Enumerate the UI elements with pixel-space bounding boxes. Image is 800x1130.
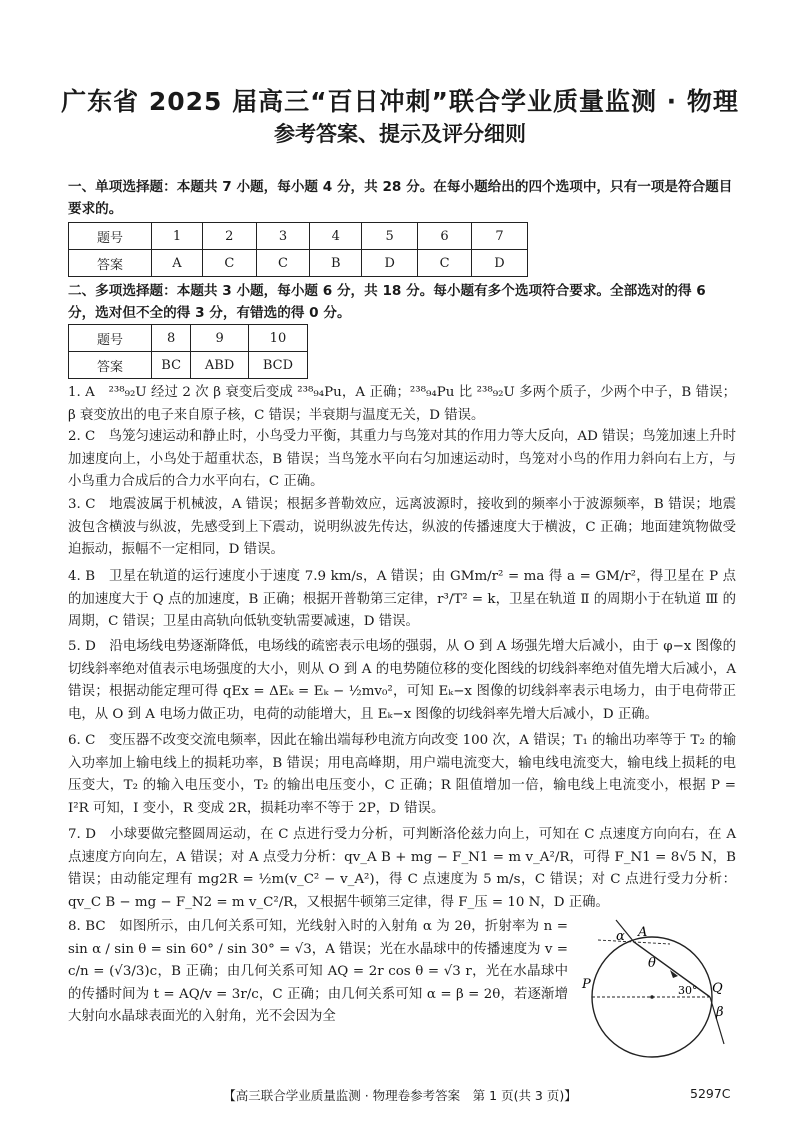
table-row — [69, 250, 528, 277]
center-dot — [650, 995, 654, 999]
table-row — [69, 352, 308, 379]
table-row — [69, 223, 528, 250]
section2-heading: 二、多项选择题：本题共 3 小题，每小题 6 分，共 18 分。每小题有多个选项符合要求。全部选对的得 6 分，选对但不全的得 3 分，有错选的得 0 分。 — [68, 283, 706, 321]
answer-table-single — [68, 222, 528, 277]
explanation-1: 1. A ²³⁸₉₂U 经过 2 次 β 衰变后变成 ²³⁸₉₄Pu，A 正确；²³⁸₉₄Pu 比 ²³⁸₉₂U 多两个质子，少两个中子，B 错误；β 衰变放出的电子来自原子核，C 错误；半衰期与温度无关，D 错误。 — [68, 385, 736, 423]
table-cell: 8 — [152, 325, 191, 352]
label-theta: θ — [648, 956, 656, 971]
refracted-ray — [634, 942, 710, 997]
table-cell: 5 — [362, 223, 418, 250]
label-alpha: α — [616, 929, 625, 944]
table-header-cell: 题号 — [69, 223, 152, 250]
answer-table-multiple — [68, 324, 308, 379]
table-cell: 3 — [256, 223, 310, 250]
table-cell: 10 — [248, 325, 307, 352]
page-footer: 【高三联合学业质量监测 · 物理卷参考答案 第 1 页(共 3 页)】 — [223, 1088, 577, 1103]
page-subtitle: 参考答案、提示及评分细则 — [274, 122, 526, 146]
paper-code: 5297C — [690, 1086, 731, 1101]
table-cell: BCD — [248, 352, 307, 379]
table-cell: BC — [152, 352, 191, 379]
table-cell: A — [152, 250, 203, 277]
table-cell: B — [310, 250, 362, 277]
section1-heading: 一、单项选择题：本题共 7 小题，每小题 4 分，共 28 分。在每小题给出的四个选项中，只有一项是符合题目要求的。 — [68, 179, 733, 217]
table-cell: 2 — [202, 223, 256, 250]
explanation-3: 3. C 地震波属于机械波，A 错误；根据多普勒效应，远离波源时，接收到的频率小于波源频率，B 错误；地震波包含横波与纵波，先感受到上下震动，说明纵波先传达，纵波的传播速度大于横波，C 正确；地面建筑物做受迫振动，振幅不一定相同，D 错误。 — [68, 497, 736, 558]
optics-figure — [578, 912, 738, 1062]
explanation-8: 8. BC 如图所示，由几何关系可知，光线射入时的入射角 α 为 2θ，折射率为 n = sin α / sin θ = sin 60° / sin 30° = √3，A 错误；光在水晶球中的传播速度为 v = c/n = (√3/3)c，B 正确；由几何关系可知 AQ = 2r cos θ = √3 r，光在水晶球中的传播时间为 t = AQ/v = 3r/c，C 正确；由几何关系可知 α = β = 2θ，若逐渐增大射向水晶球表面光的入射角，光不会因为全 — [68, 919, 568, 1025]
explanation-7: 7. D 小球要做完整圆周运动，在 C 点进行受力分析，可判断洛伦兹力向上，可知在 C 点速度方向向右，在 A 点速度方向向左，A 错误；对 A 点受力分析：qv_A B + mg − F_N1 = m v_A²/R，可得 F_N1 = 8√5 N，B 错误；由动能定理有 mg2R = ½m(v_C² − v_A²)，得 C 点速度为 5 m/s，C 错误；对 C 点进行受力分析：qv_C B − mg − F_N2 = m v_C²/R，又根据牛顿第三定律，得 F_压 = 10 N，D 正确。 — [68, 827, 736, 910]
table-header-cell: 答案 — [69, 250, 152, 277]
table-cell: 1 — [152, 223, 203, 250]
table-cell: C — [418, 250, 472, 277]
table-header-cell: 答案 — [69, 352, 152, 379]
explanation-5: 5. D 沿电场线电势逐渐降低，电场线的疏密表示电场的强弱，从 O 到 A 场强先增大后减小，由于 φ−x 图像的切线斜率绝对值表示电场强度的大小，则从 O 到 A 的电势随位移的变化图线的切线斜率绝对值先增大后减小，A 错误；根据动能定理可得 qEx = ΔEₖ = Eₖ − ½mv₀²，可知 Eₖ−x 图像的切线斜率表示电场力，由于电荷带正电，从 O 到 A 电场力做正功，电荷的动能增大，且 Eₖ−x 图像的切线斜率先增大后减小，D 正确。 — [68, 639, 736, 722]
label-P: P — [582, 977, 591, 992]
table-cell: 6 — [418, 223, 472, 250]
table-row — [69, 325, 308, 352]
table-cell: 9 — [191, 325, 249, 352]
table-cell: 7 — [471, 223, 527, 250]
table-cell: D — [471, 250, 527, 277]
table-header-cell: 题号 — [69, 325, 152, 352]
explanation-4: 4. B 卫星在轨道的运行速度小于速度 7.9 km/s，A 错误；由 GMm/r² = ma 得 a = GM/r²，得卫星在 P 点的加速度大于 Q 点的加速度，B 正确；根据开普勒第三定律，r³/T² = k，卫星在轨道 Ⅱ 的周期小于在轨道 Ⅲ 的周期，C 错误；卫星由高轨向低轨变轨需要减速，D 错误。 — [68, 569, 736, 630]
explanation-2: 2. C 鸟笼匀速运动和静止时，小鸟受力平衡，其重力与鸟笼对其的作用力等大反向，AD 错误；鸟笼加速上升时加速度向上，小鸟处于超重状态，B 错误；当鸟笼水平向右匀加速运动时，鸟笼对小鸟的作用力斜向右上方，与小鸟重力合成后的合力水平向右，C 正确。 — [68, 429, 736, 490]
table-cell: ABD — [191, 352, 249, 379]
table-cell: C — [256, 250, 310, 277]
table-cell: 4 — [310, 223, 362, 250]
page-title: 广东省 2025 届高三“百日冲刺”联合学业质量监测 · 物理 — [61, 87, 739, 116]
table-cell: D — [362, 250, 418, 277]
label-A: A — [638, 925, 648, 940]
label-Q: Q — [712, 981, 723, 996]
explanation-6: 6. C 变压器不改变交流电频率，因此在输出端每秒电流方向改变 100 次，A 错误；T₁ 的输出功率等于 T₂ 的输入功率加上输电线上的损耗功率，B 错误；用电高峰期，用户端电流变大，输电线电流变大，输电线上损耗的电压变大，T₂ 的输入电压变小，T₂ 的输出电压变小，C 正确；R 阻值增加一倍，输电线上电流变小，根据 P = I²R 可知，I 变小，R 变成 2R，损耗功率不等于 2P，D 错误。 — [68, 733, 736, 816]
label-beta: β — [716, 1005, 724, 1020]
label-angle: 30° — [678, 984, 698, 997]
table-cell: C — [202, 250, 256, 277]
